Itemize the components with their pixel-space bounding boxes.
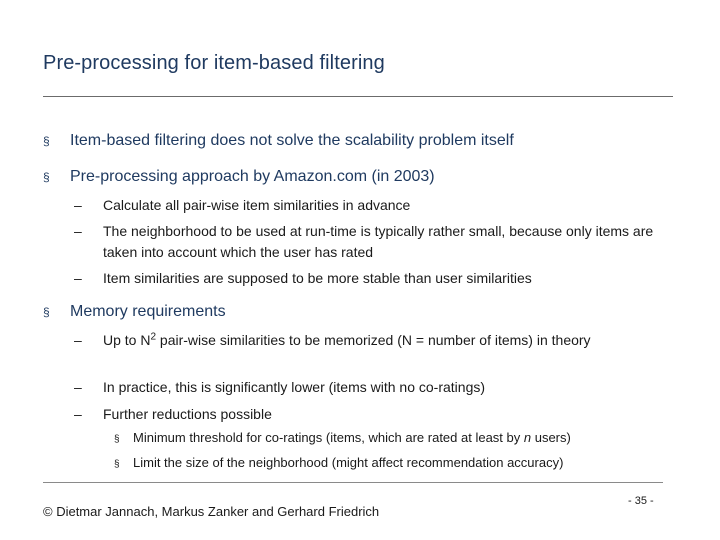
bullet-marker: § — [43, 170, 50, 184]
sub-bullet-text: In practice, this is significantly lower (items with no co-ratings) — [103, 379, 486, 395]
sub-bullet-text-part: pair-wise similarities to be memorized (N = number of items) in theory — [156, 332, 591, 348]
bullet-text: Memory requirements — [70, 303, 226, 320]
sub-sub-bullet-text — [133, 430, 571, 445]
bullet-text: Item-based filtering does not solve the scalability problem itself — [70, 132, 514, 149]
sub-bullet-item — [74, 330, 644, 351]
bullet-text: Pre-processing approach by Amazon.com (in 2003) — [70, 168, 435, 185]
sub-bullet-text: The neighborhood to be used at run-time is typically rather small, because only items are taken into account which the user has rated — [103, 223, 654, 260]
sub-bullet-text — [103, 330, 644, 351]
dash-marker: – — [74, 332, 82, 348]
sub-sub-bullet-item — [114, 455, 674, 470]
dash-marker: – — [74, 197, 82, 213]
superscript: 2 — [150, 331, 157, 343]
sub-bullet-item — [74, 404, 664, 425]
sub-bullet-item — [74, 195, 664, 216]
footer-divider — [43, 482, 663, 483]
bullet-item — [43, 132, 514, 150]
sub-bullet-text: Further reductions possible — [103, 406, 272, 422]
emphasis: n — [523, 430, 532, 445]
dash-marker: – — [74, 223, 82, 239]
sub-sub-bullet-text-part: Minimum threshold for co-ratings (items, which are rated at least by — [133, 430, 524, 445]
title-divider — [43, 96, 673, 97]
bullet-item — [43, 168, 435, 186]
bullet-marker: § — [43, 134, 50, 148]
sub-sub-bullet-text: Limit the size of the neighborhood (might affect recommendation accuracy) — [133, 455, 564, 470]
sub-bullet-text: Item similarities are supposed to be more stable than user similarities — [103, 270, 532, 286]
sub-bullet-item — [74, 377, 664, 398]
slide-title: Pre-processing for item-based filtering — [43, 52, 385, 74]
sub-bullet-text: Calculate all pair-wise item similarities in advance — [103, 197, 411, 213]
sub-bullet-text-part: Up to N — [103, 332, 151, 348]
bullet-marker: § — [43, 305, 50, 319]
bullet-marker: § — [114, 459, 120, 470]
bullet-marker: § — [114, 434, 120, 445]
dash-marker: – — [74, 379, 82, 395]
footer-copyright: © Dietmar Jannach, Markus Zanker and Gerhard Friedrich — [43, 504, 380, 519]
bullet-item — [43, 303, 226, 321]
sub-sub-bullet-item — [114, 430, 674, 445]
page-number: - 35 - — [628, 495, 654, 507]
sub-sub-bullet-text-part: users) — [531, 430, 571, 445]
dash-marker: – — [74, 270, 82, 286]
sub-bullet-item — [74, 268, 664, 289]
sub-bullet-item — [74, 221, 654, 263]
dash-marker: – — [74, 406, 82, 422]
